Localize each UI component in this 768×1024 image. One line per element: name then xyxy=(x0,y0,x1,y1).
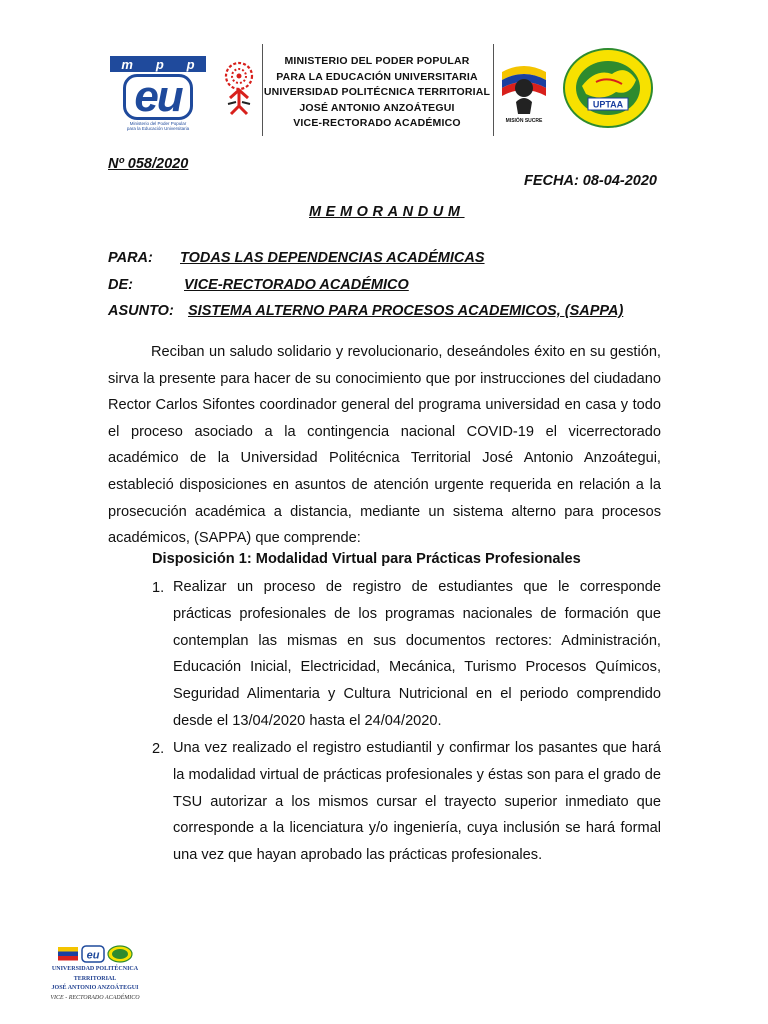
footer-flag-icon xyxy=(58,947,78,961)
institution-header xyxy=(262,54,492,132)
mpp-letter: p xyxy=(186,56,195,72)
de-label: DE: xyxy=(108,277,133,293)
mpp-caption xyxy=(127,121,189,131)
list-item-number: 2. xyxy=(152,741,165,757)
footer-line: JOSÉ ANTONIO ANZOÁTEGUI xyxy=(51,985,139,991)
mpp-bar xyxy=(110,56,206,72)
institution-line: MINISTERIO DEL PODER POPULAR xyxy=(284,55,470,67)
list-item-number: 1. xyxy=(152,580,165,596)
de-value: VICE-RECTORADO ACADÉMICO xyxy=(184,277,409,293)
memo-number: Nº 058/2020 xyxy=(108,156,189,172)
asunto-value: SISTEMA ALTERNO PARA PROCESOS ACADEMICOS, (SAPPA) xyxy=(188,303,624,319)
institution-line: JOSÉ ANTONIO ANZOÁTEGUI xyxy=(299,101,455,114)
list-item-text: Realizar un proceso de registro de estudiantes que le corresponde prácticas profesionales de los programas nacionales de formación que contemplan las mismas en sus documentos rectores: Administración, Educación Inicial, Electricidad, Mecánica, Turismo Procesos Químicos, Seguridad Alimentaria y Cultura Nutricional en el periodo comprendido desde el 13/04/2020 hasta el 24/04/2020. xyxy=(173,579,661,729)
uptaa-seal-logo-icon xyxy=(560,46,656,130)
asunto-label: ASUNTO: xyxy=(108,303,174,319)
eu-brand-text: eu xyxy=(134,72,182,121)
para-label: PARA: xyxy=(108,250,153,266)
disposition-title: Disposición 1: Modalidad Virtual para Prácticas Profesionales xyxy=(152,551,581,567)
footer-line: TERRITORIAL xyxy=(73,975,117,982)
mpp-caption-line: para la Educación Universitaria xyxy=(126,126,190,131)
mpp-caption-line: Ministerio del Poder Popular xyxy=(129,121,187,126)
intro-paragraph xyxy=(108,339,661,552)
institution-line: UNIVERSIDAD POLITÉCNICA TERRITORIAL xyxy=(263,86,491,98)
para-value: TODAS LAS DEPENDENCIAS ACADÉMICAS xyxy=(180,250,485,266)
uptaa-seal-text: UPTAA xyxy=(592,99,624,110)
memo-title: MEMORANDUM xyxy=(309,204,465,220)
footer-line: UNIVERSIDAD POLITÉCNICA xyxy=(51,966,139,972)
institution-line: PARA LA EDUCACIÓN UNIVERSITARIA xyxy=(276,70,478,83)
footer-line: VICE - RECTORADO ACADÉMICO xyxy=(50,994,140,1001)
footer-eu-text: eu xyxy=(86,949,100,962)
mpp-letter: p xyxy=(155,56,164,72)
list-item-text: Una vez realizado el registro estudiantil y confirmar los pasantes que hará la modalidad virtual de prácticas profesionales y éstas son para el grado de TSU autorizar a los mismos cursar el trayecto superior inmediato que corresponde a la licenciatura y/o ingeniería, cuya inclusión se hará formal una vez que hayan aprobado las prácticas profesionales. xyxy=(173,740,661,864)
footer-eu-icon xyxy=(82,946,104,962)
footer-institution xyxy=(42,965,148,1003)
eu-brand-box xyxy=(123,74,192,120)
mision-sucre-caption: MISIÓN SUCRE xyxy=(505,118,543,124)
red-swirl-logo-icon xyxy=(216,58,262,118)
mpp-letter: m xyxy=(121,56,133,72)
intro-text: Reciban un saludo solidario y revolucionario, deseándoles éxito en su gestión, sirva la presente para hacer de su conocimiento que por instrucciones del ciudadano Rector Carlos Sifontes coordinador general del programa universidad en casa y todo el proceso asociado a la contingencia nacional COVID-19 el vicerrectorado académico de la Universidad Politécnica Territorial José Antonio Anzoátegui, estableció disposiciones en asuntos de atención urgente requerida en relación a la prosecución académica a distancia, mediante un sistema alterno para procesos académicos, (SAPPA) que comprende: xyxy=(108,344,661,547)
footer-uptaa-icon xyxy=(108,946,132,962)
footer-logos xyxy=(56,944,136,964)
mpp-logo xyxy=(108,56,208,132)
institution-line: VICE-RECTORADO ACADÉMICO xyxy=(293,117,461,129)
memo-date: FECHA: 08-04-2020 xyxy=(524,173,657,189)
